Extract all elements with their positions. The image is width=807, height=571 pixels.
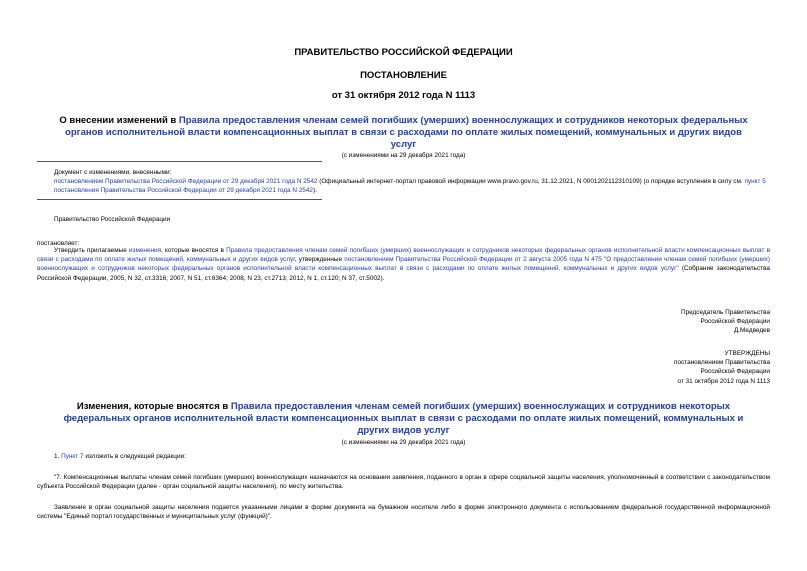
approved-line-2: постановлением Правительства bbox=[674, 359, 770, 367]
changes-title-prefix: Изменения, которые вносятся в bbox=[76, 401, 231, 412]
changes-title bbox=[52, 401, 755, 437]
resolution-paragraph bbox=[37, 246, 770, 283]
resolution-475-link[interactable]: постановлением Правительства Российской Федерации от 2 августа 2005 года N 475 "О предоставлении членам семей погибших (умерших) военнослужащих и сотрудников некоторых федеральных органов исполнительной власти компенсационных выплат в связи с расходами по оплате жилых помещений, коммунальных и других видов услуг" bbox=[37, 256, 770, 273]
resolves-label: постановляет: bbox=[37, 240, 80, 247]
header-doc-type: ПОСТАНОВЛЕНИЕ bbox=[360, 70, 447, 81]
approved-block bbox=[520, 349, 770, 386]
divider-top bbox=[37, 161, 322, 162]
government-label: Правительство Российской Федерации bbox=[54, 216, 171, 223]
amendment-note-label: Документ с изменениями, внесенными: bbox=[54, 169, 172, 176]
resolution-start: Утвердить прилагаемые bbox=[54, 247, 129, 254]
amendment-note bbox=[54, 168, 769, 196]
changes-edition-note: (с изменениями на 29 декабря 2021 года) bbox=[341, 439, 466, 446]
signature-line-2: Российской Федерации bbox=[700, 318, 770, 326]
quoted-paragraph-2: Заявление в орган социальной защиты населения подается указанными лицами в форме документа на бумажном носителе либо в форме электронного документа с использованием федеральной государственной информационной системы "Единый портал государственных и муниципальных услуг (функций)". bbox=[37, 504, 770, 521]
approved-line-1: УТВЕРЖДЕНЫ bbox=[724, 350, 770, 357]
resolution-mid2: , утвержденные bbox=[294, 256, 345, 264]
change-item-text: изложить в следующей редакции: bbox=[83, 453, 186, 460]
point-7-link[interactable]: Пункт 7 bbox=[61, 453, 84, 460]
amendment-text-end: ). bbox=[312, 187, 317, 195]
title-prefix: О внесении изменений в bbox=[59, 115, 179, 126]
divider-bottom bbox=[37, 199, 322, 200]
approved-line-3: Российской Федерации bbox=[700, 368, 770, 376]
amendment-text: (Официальный интернет-портал правовой информации www.pravo.gov.ru, 31.12.2021, N 0001202112310109) (о порядке вступления в силу см. bbox=[317, 178, 745, 186]
resolution-end: (Собрание законодательства Российской Федерации, 2005, N 32, ст.3316; 2007, N 51, ст.6364; 2008, N 23, ст.2713; 2012, N 1, ст.120; N 37, ст.5002). bbox=[37, 265, 770, 282]
change-item-number: 1. bbox=[54, 453, 62, 460]
quoted-paragraph-1: "7. Компенсационные выплаты членам семей погибших (умерших) военнослужащих назначаются на основании заявления, поданного в орган в сфере социальной защиты населения, уполномоченный в соответствии с законодательством субъекта Российской Федерации (далее - орган социальной защиты населения), по месту жительства. bbox=[37, 474, 770, 491]
amendment-link-point5[interactable]: пункт 5 постановления Правительства Российской Федерации от 29 декабря 2021 года N 2542 bbox=[54, 178, 766, 195]
edition-note: (с изменениями на 29 декабря 2021 года) bbox=[341, 152, 466, 159]
rules-link[interactable]: Правила предоставления членам семей погибших (умерших) военнослужащих и сотрудников некоторых федеральных органов исполнительной власти компенсационных выплат в связи с расходами по оплате жилых помещений, коммунальных и других видов услуг bbox=[37, 247, 770, 264]
header-government: ПРАВИТЕЛЬСТВО РОССИЙСКОЙ ФЕДЕРАЦИИ bbox=[294, 47, 513, 58]
approved-line-4: от 31 октября 2012 года N 1113 bbox=[677, 377, 770, 385]
signature-line-1: Председатель Правительства bbox=[681, 309, 770, 316]
header-date: от 31 октября 2012 года N 1113 bbox=[331, 90, 476, 101]
amendment-link-2542[interactable]: постановлением Правительства Российской Федерации от 29 декабря 2021 года N 2542 bbox=[54, 178, 318, 186]
signature-name: Д.Медведев bbox=[733, 327, 770, 335]
resolution-mid1: , которые вносятся в bbox=[161, 247, 227, 254]
signature-block bbox=[520, 308, 770, 336]
change-item-1 bbox=[54, 452, 186, 461]
document-title bbox=[52, 115, 755, 151]
title-rules-link[interactable]: Правила предоставления членам семей погибших (умерших) военнослужащих и сотрудников некоторых федеральных органов исполнительной власти компенсационных выплат в связи с расходами по оплате жилых помещений, коммунальных и других видов услуг bbox=[65, 115, 748, 150]
changes-link[interactable]: изменения bbox=[128, 247, 162, 254]
changes-title-rules-link[interactable]: Правила предоставления членам семей погибших (умерших) военнослужащих и сотрудников некоторых федеральных органов исполнительной власти компенсационных выплат в связи с расходами по оплате жилых помещений, коммунальных и других видов услуг bbox=[63, 401, 744, 436]
